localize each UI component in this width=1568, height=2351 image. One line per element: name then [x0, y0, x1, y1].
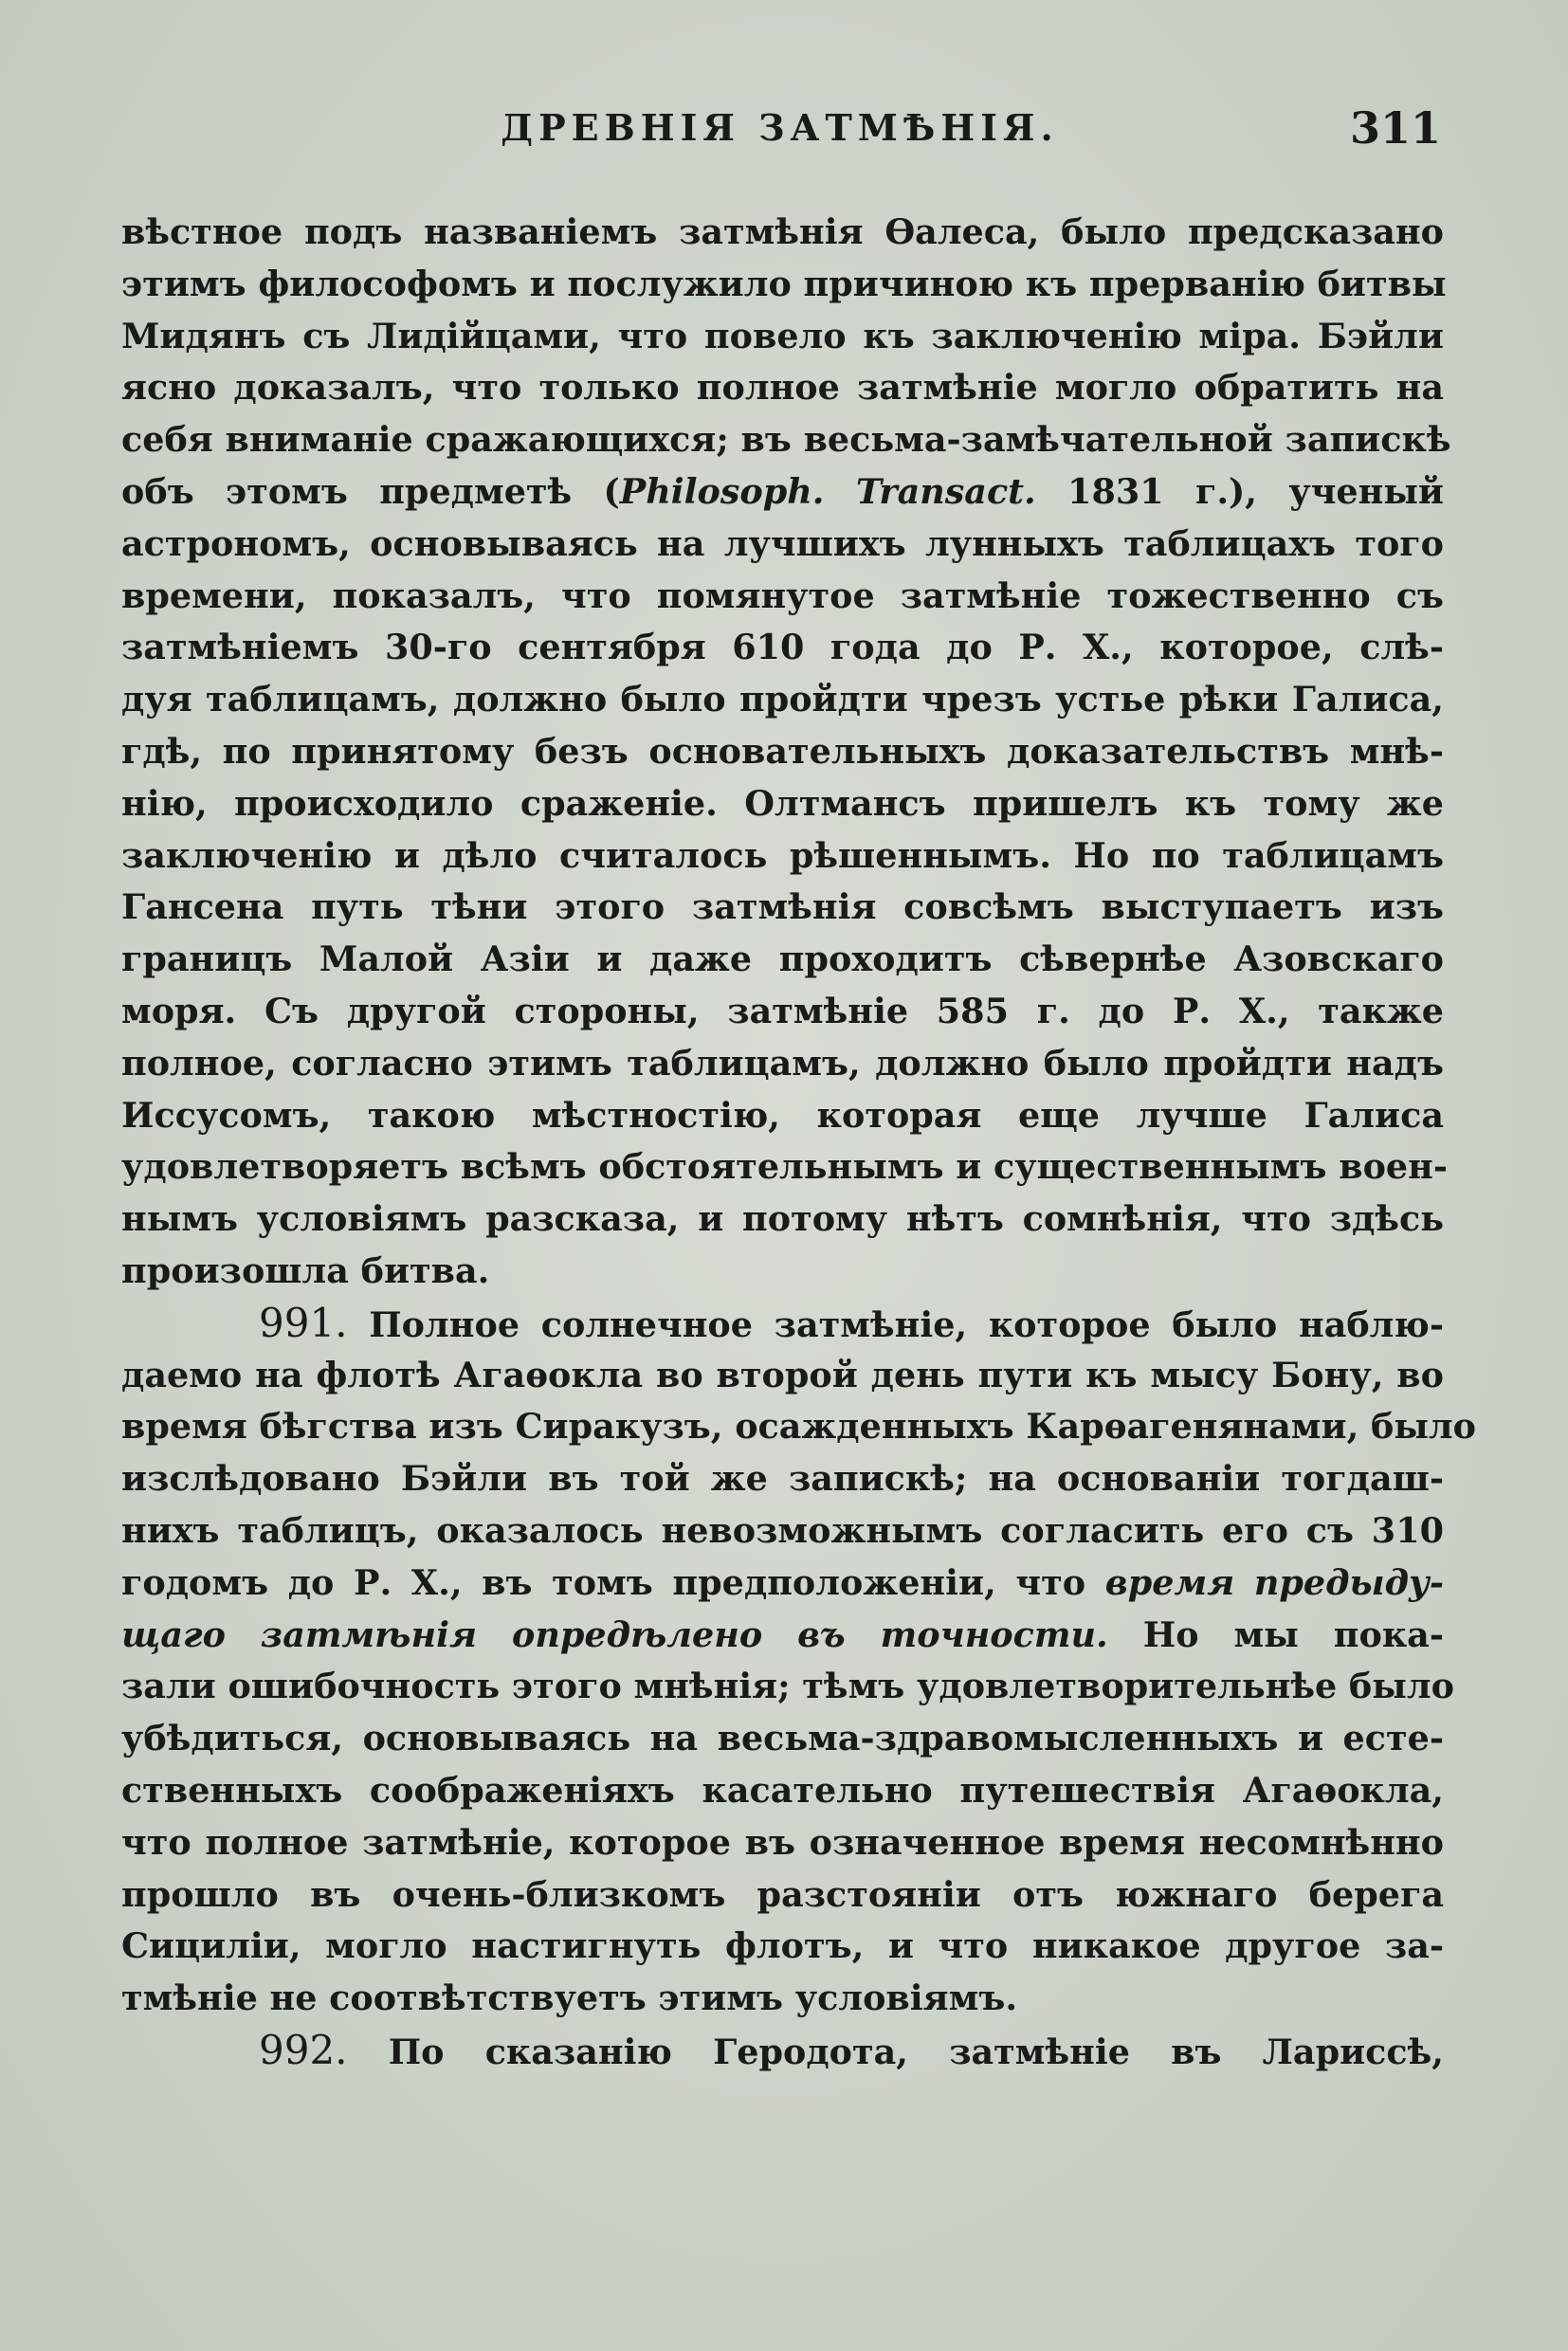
text-line: моря. Съ другой стороны, затмѣніе 585 г. до Р. Х., также	[121, 990, 1444, 1031]
text-line: произошла битва.	[121, 1249, 490, 1291]
text-line: дуя таблицамъ, должно было пройдти чрезъ устье рѣки Галиса,	[121, 679, 1444, 720]
text-line: даемо на флотѣ Агаѳокла во второй день пути къ мысу Бону, во	[121, 1354, 1444, 1395]
text-run: Но мы пока-	[1107, 1613, 1444, 1655]
text-line: Гансена путь тѣни этого затмѣнія совсѣмъ выступаетъ изъ	[121, 886, 1444, 928]
text-line: Сициліи, могло настигнуть флотъ, и что никакое другое за-	[121, 1925, 1444, 1967]
text-run: объ этомъ предметѣ (	[121, 470, 620, 512]
text-line: нымъ условіямъ разсказа, и потому нѣтъ сомнѣнія, что здѣсь	[121, 1198, 1444, 1240]
text-line: убѣдиться, основываясь на весьма-здравомысленныхъ и есте-	[121, 1718, 1444, 1759]
text-line: затмѣніемъ 30-го сентября 610 года до Р. Х., которое, слѣ-	[121, 627, 1444, 668]
text-run: По сказанію Геродота, затмѣніе въ Ларисcѣ,	[388, 2031, 1444, 2072]
text-line: этимъ философомъ и послужило причиною къ прерванію битвы	[121, 263, 1447, 304]
paragraph-992-first-line	[121, 2025, 1444, 2077]
text-run: 1831 г.), ученый	[1035, 470, 1445, 512]
running-head	[119, 102, 1441, 163]
text-line	[121, 466, 1444, 519]
paragraph-number: 991.	[259, 1299, 348, 1346]
text-line: зали ошибочность этого мнѣнія; тѣмъ удовлетворительнѣе было	[121, 1666, 1454, 1707]
text-line: изслѣдовано Бэйли въ той же запискѣ; на основаніи тогдаш-	[121, 1458, 1444, 1500]
text-line: что полное затмѣніе, которое въ означенное время несомнѣнно	[121, 1821, 1444, 1863]
running-title: ДРЕВНІЯ ЗАТМѢНІЯ.	[501, 106, 1059, 149]
paragraph-991-first-line	[121, 1298, 1444, 1350]
body-text	[121, 207, 1477, 2077]
paragraph-number: 992.	[259, 2026, 348, 2073]
text-line: ясно доказалъ, что только полное затмѣніе могло обратить на	[121, 367, 1444, 409]
text-line: границъ Малой Азіи и даже проходитъ сѣвернѣе Азовскаго	[121, 939, 1444, 980]
text-line: времени, показалъ, что помянутое затмѣніе тожественно съ	[121, 574, 1444, 616]
text-run: Полное солнечное затмѣніе, которое было наблю-	[369, 1303, 1444, 1345]
text-line: ственныхъ соображеніяхъ касательно путешествія Агаѳокла,	[121, 1769, 1444, 1811]
text-run: годомъ до Р. Х., въ томъ предположеніи, что	[121, 1561, 1105, 1603]
text-line: Мидянъ съ Лидійцами, что повело къ заключенію міра. Бэйли	[121, 315, 1444, 356]
emphasis-italic: щаго затмѣнія опредѣлено въ точности.	[121, 1613, 1108, 1655]
text-line: нихъ таблицъ, оказалось невозможнымъ согласить его съ 310	[121, 1509, 1444, 1551]
text-line	[121, 1610, 1444, 1662]
text-line: заключенію и дѣло считалось рѣшеннымъ. Но по таблицамъ	[121, 834, 1444, 876]
text-line: удовлетворяетъ всѣмъ обстоятельнымъ и существеннымъ воен-	[121, 1146, 1449, 1188]
emphasis-italic: время предыду-	[1104, 1561, 1444, 1603]
text-line: прошло въ очень-близкомъ разстояніи отъ южнаго берега	[121, 1873, 1444, 1915]
text-line: Иссусомъ, такою мѣстностію, которая еще лучше Галиса	[121, 1094, 1444, 1136]
text-line: астрономъ, основываясь на лучшихъ лунныхъ таблицахъ того	[121, 522, 1444, 564]
text-line: вѣстное подъ названіемъ затмѣнія Ѳалеса, было предсказано	[121, 211, 1444, 252]
text-line: гдѣ, по принятому безъ основательныхъ доказательствъ мнѣ-	[121, 730, 1444, 772]
text-line: нію, происходило сраженіе. Олтмансъ пришелъ къ тому же	[121, 782, 1444, 824]
text-line: себя вниманіе сражающихся; въ весьма-замѣчательной запискѣ	[121, 419, 1451, 461]
text-line: время бѣгства изъ Сиракузъ, осажденныхъ Карѳагенянами, было	[121, 1406, 1477, 1448]
page-number: 311	[1349, 102, 1441, 154]
citation-italic: Philosoph. Transact.	[619, 470, 1036, 512]
text-line	[121, 1558, 1444, 1610]
text-line: тмѣніе не соотвѣтствуетъ этимъ условіямъ.	[121, 1977, 1018, 2019]
text-line: полное, согласно этимъ таблицамъ, должно было пройдти надъ	[121, 1042, 1444, 1084]
